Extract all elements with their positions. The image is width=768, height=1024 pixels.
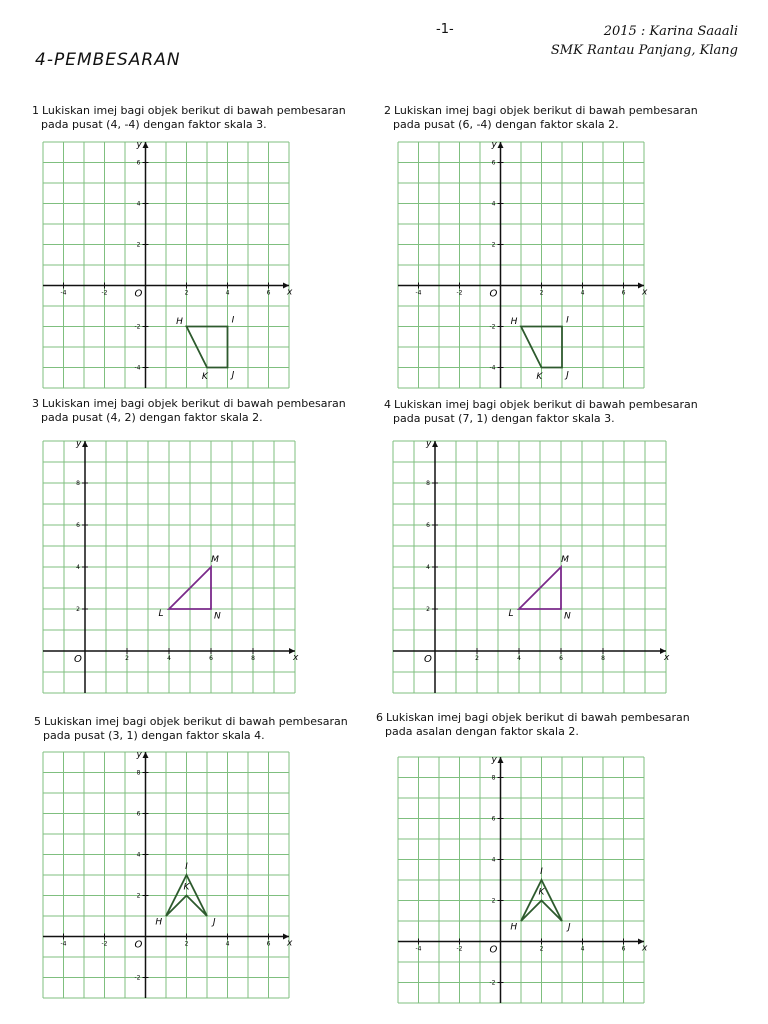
x-tick-label: -2: [101, 289, 108, 297]
x-axis-label: x: [287, 287, 293, 298]
vertex-label: J: [567, 922, 571, 933]
y-tick-label: 2: [491, 241, 496, 249]
y-tick-label: 8: [76, 480, 80, 487]
y-tick-label: -2: [489, 323, 496, 331]
vertex-label: H: [176, 316, 183, 327]
question-text-line2: pada pusat (4, 2) dengan faktor skala 2.: [41, 411, 263, 424]
y-tick-label: 6: [426, 522, 430, 529]
origin-label: O: [74, 654, 82, 665]
y-tick-label: 4: [76, 564, 80, 571]
y-tick-label: -4: [134, 364, 141, 372]
y-axis-label: y: [76, 439, 82, 449]
vertex-label: N: [213, 611, 221, 622]
y-tick-label: 6: [136, 810, 141, 818]
x-axis-label: x: [287, 938, 293, 949]
x-tick-label: 2: [539, 945, 544, 953]
vertex-label: K: [538, 887, 545, 898]
question-text-line2: pada asalan dengan faktor skala 2.: [385, 725, 579, 738]
question-text-line2: pada pusat (7, 1) dengan faktor skala 3.: [393, 412, 615, 425]
author-name: 2015 : Karina Saaali: [603, 24, 738, 39]
y-tick-label: -4: [489, 364, 496, 372]
vertex-label: H: [155, 917, 163, 928]
y-tick-label: 2: [491, 897, 496, 905]
vertex-label: J: [212, 917, 216, 928]
y-tick-label: 4: [136, 200, 141, 208]
question-text-line1: Lukiskan imej bagi objek berikut di bawah pembesaran: [394, 398, 698, 411]
y-tick-label: 2: [136, 892, 141, 900]
x-tick-label: 6: [266, 940, 271, 948]
x-tick-label: -4: [415, 289, 422, 297]
x-tick-label: 6: [209, 655, 213, 662]
x-tick-label: 2: [184, 289, 189, 297]
question-number: 4: [384, 398, 391, 411]
question-text-line2: pada pusat (4, -4) dengan faktor skala 3.: [41, 118, 267, 131]
vertex-label: K: [201, 372, 208, 383]
y-axis-label: y: [136, 750, 142, 760]
question-number: 1: [32, 104, 39, 117]
vertex-label: I: [566, 315, 569, 326]
vertex-label: J: [566, 370, 569, 381]
y-axis-label: y: [426, 439, 432, 449]
y-tick-label: 4: [491, 200, 496, 208]
origin-label: O: [424, 654, 432, 665]
x-axis-label: x: [293, 653, 299, 663]
y-tick-label: 6: [76, 522, 80, 529]
vertex-label: I: [231, 315, 235, 326]
y-tick-label: 4: [426, 564, 430, 571]
x-tick-label: 2: [475, 655, 479, 662]
page-title: 4-PEMBESARAN: [35, 50, 181, 70]
x-tick-label: 8: [251, 655, 255, 662]
x-tick-label: 4: [580, 289, 585, 297]
y-axis-label: y: [491, 755, 497, 765]
vertex-label: L: [508, 609, 514, 620]
x-tick-label: 6: [559, 655, 563, 662]
y-axis-arrow-icon: [498, 757, 504, 763]
y-tick-label: 2: [136, 241, 141, 249]
x-tick-label: 4: [167, 655, 171, 662]
x-tick-label: 2: [125, 655, 129, 662]
x-tick-label: -2: [456, 289, 463, 297]
origin-label: O: [489, 288, 498, 300]
x-tick-label: 4: [580, 945, 585, 953]
question-number: 5: [34, 715, 41, 728]
question-number: 3: [32, 397, 39, 410]
vertex-label: N: [563, 611, 571, 622]
vertex-label: H: [510, 316, 518, 327]
x-tick-label: -2: [101, 940, 108, 948]
x-tick-label: 4: [225, 940, 230, 948]
x-tick-label: 6: [621, 945, 626, 953]
vertex-label: H: [510, 922, 518, 933]
x-axis-label: x: [642, 943, 648, 954]
question-number: 6: [376, 711, 383, 724]
y-tick-label: -2: [134, 974, 141, 982]
y-tick-label: 8: [136, 769, 141, 777]
y-tick-label: 6: [491, 815, 496, 823]
y-tick-label: 2: [76, 606, 80, 613]
y-tick-label: -2: [134, 323, 141, 331]
page-number: -1-: [436, 22, 454, 37]
x-tick-label: 2: [539, 289, 544, 297]
question-text-line2: pada pusat (6, -4) dengan faktor skala 2.: [393, 118, 619, 131]
y-tick-label: 6: [491, 159, 496, 167]
x-tick-label: -4: [60, 940, 67, 948]
question-text-line1: Lukiskan imej bagi objek berikut di bawah pembesaran: [44, 715, 348, 728]
y-tick-label: 2: [426, 606, 430, 613]
y-tick-label: 6: [136, 159, 141, 167]
x-tick-label: -4: [415, 945, 422, 953]
x-tick-label: 4: [225, 289, 230, 297]
question-text-line1: Lukiskan imej bagi objek berikut di bawah pembesaran: [394, 104, 698, 117]
question-text-line2: pada pusat (3, 1) dengan faktor skala 4.: [43, 729, 265, 742]
vertex-label: J: [231, 370, 235, 381]
y-axis-label: y: [136, 140, 142, 150]
x-tick-label: -2: [456, 945, 463, 953]
y-tick-label: -2: [489, 979, 496, 987]
x-axis-label: x: [664, 653, 670, 663]
x-axis-label: x: [642, 287, 648, 298]
vertex-label: M: [561, 554, 569, 565]
origin-label: O: [489, 944, 498, 956]
vertex-label: I: [540, 867, 543, 877]
y-tick-label: 8: [426, 480, 430, 487]
vertex-label: K: [536, 372, 543, 383]
x-tick-label: 4: [517, 655, 521, 662]
x-tick-label: -4: [60, 289, 67, 297]
y-tick-label: 8: [491, 774, 496, 782]
x-tick-label: 2: [184, 940, 189, 948]
y-tick-label: 4: [136, 851, 141, 859]
x-tick-label: 6: [266, 289, 271, 297]
question-text-line1: Lukiskan imej bagi objek berikut di bawah pembesaran: [42, 397, 346, 410]
vertex-label: K: [183, 882, 190, 893]
question-text-line1: Lukiskan imej bagi objek berikut di bawah pembesaran: [386, 711, 690, 724]
question-text-line1: Lukiskan imej bagi objek berikut di bawah pembesaran: [42, 104, 346, 117]
y-axis-label: y: [491, 140, 497, 150]
y-tick-label: 4: [491, 856, 496, 864]
vertex-label: M: [211, 554, 219, 565]
origin-label: O: [134, 939, 143, 951]
x-tick-label: 6: [621, 289, 626, 297]
x-tick-label: 8: [601, 655, 605, 662]
vertex-label: L: [158, 609, 164, 620]
question-number: 2: [384, 104, 391, 117]
vertex-label: I: [185, 862, 188, 872]
school-name: SMK Rantau Panjang, Klang: [550, 43, 738, 58]
origin-label: O: [134, 288, 143, 300]
